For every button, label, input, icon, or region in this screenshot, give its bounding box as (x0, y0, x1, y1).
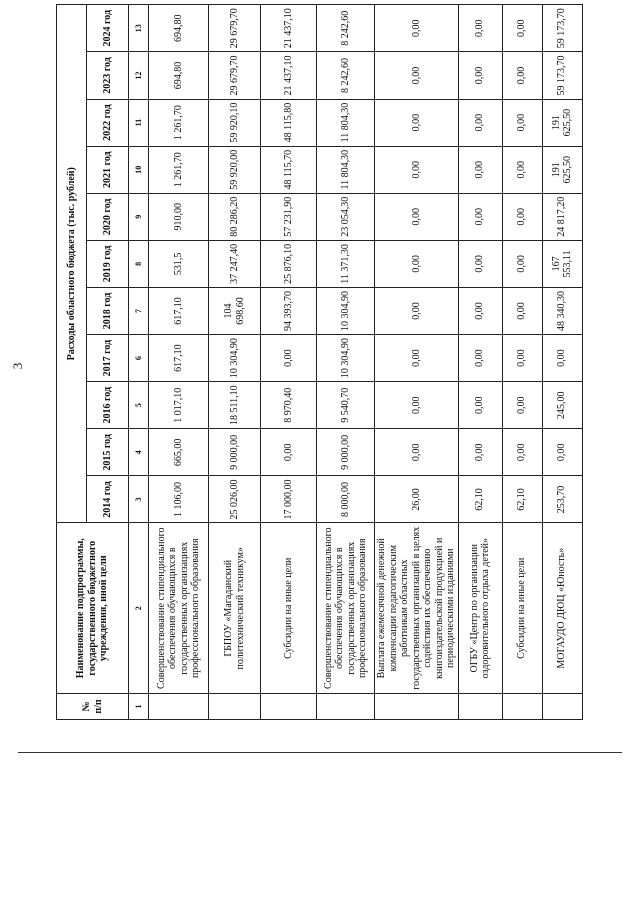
row-name: ОГБУ «Центр по организации оздоровительного отдыха детей» (458, 523, 502, 693)
value-cell: 17 000,00 (261, 476, 317, 523)
value-cell: 0,00 (458, 146, 502, 193)
value-cell: 0,00 (375, 146, 459, 193)
year-header: 2016 год (87, 382, 129, 429)
value-cell: 0,00 (502, 287, 542, 334)
value-cell: 0,00 (458, 99, 502, 146)
row-name: МОГАУДО ДЮЦ «Юность» (542, 523, 582, 693)
year-header: 2022 год (87, 99, 129, 146)
value-cell: 245,00 (542, 382, 582, 429)
row-number (542, 693, 582, 719)
table-row (209, 5, 261, 720)
value-cell: 1 017,10 (149, 382, 209, 429)
table-row (375, 5, 459, 720)
value-cell: 94 393,70 (261, 287, 317, 334)
year-header: 2020 год (87, 193, 129, 240)
value-cell: 0,00 (261, 429, 317, 476)
value-cell: 1 261,70 (149, 146, 209, 193)
value-cell: 8 970,40 (261, 382, 317, 429)
year-header: 2015 год (87, 429, 129, 476)
value-cell: 0,00 (375, 429, 459, 476)
table-body (149, 5, 583, 720)
value-cell: 0,00 (458, 382, 502, 429)
value-cell: 694,80 (149, 5, 209, 52)
column-number: 8 (129, 240, 149, 287)
value-cell: 26,00 (375, 476, 459, 523)
column-number: 2 (129, 523, 149, 693)
value-cell: 0,00 (261, 335, 317, 382)
value-cell: 21 437,10 (261, 5, 317, 52)
value-cell: 10 304,90 (317, 335, 375, 382)
row-name: Субсидии на иные цели (261, 523, 317, 693)
value-cell: 0,00 (502, 382, 542, 429)
value-cell: 253,70 (542, 476, 582, 523)
value-cell: 11 371,30 (317, 240, 375, 287)
year-header: 2018 год (87, 287, 129, 334)
value-cell: 191 625,50 (542, 146, 582, 193)
value-cell: 0,00 (502, 335, 542, 382)
value-cell: 0,00 (502, 146, 542, 193)
value-cell: 29 679,70 (209, 52, 261, 99)
row-number (317, 693, 375, 719)
value-cell: 57 231,90 (261, 193, 317, 240)
header-expenses: Расходы областного бюджета (тыс. рублей) (57, 5, 87, 524)
header-no: № п/п (57, 693, 129, 719)
value-cell: 37 247,40 (209, 240, 261, 287)
value-cell: 0,00 (502, 429, 542, 476)
table-row (261, 5, 317, 720)
value-cell: 0,00 (375, 193, 459, 240)
value-cell: 0,00 (375, 287, 459, 334)
value-cell: 10 304,90 (317, 287, 375, 334)
value-cell: 62,10 (502, 476, 542, 523)
value-cell: 8 242,60 (317, 52, 375, 99)
year-header: 2024 год (87, 5, 129, 52)
value-cell: 0,00 (502, 5, 542, 52)
column-number: 1 (129, 693, 149, 719)
column-number: 4 (129, 429, 149, 476)
value-cell: 8 000,00 (317, 476, 375, 523)
value-cell: 0,00 (458, 287, 502, 334)
budget-table (56, 4, 583, 720)
year-header: 2021 год (87, 146, 129, 193)
row-name: Выплата ежемесячной денежной компенсации педагогическим работникам областных государственных организаций в целях содействия их обеспечению книгоиздательской продукцией и периодическими изданиями (375, 523, 459, 693)
value-cell: 0,00 (458, 5, 502, 52)
value-cell: 0,00 (458, 240, 502, 287)
value-cell: 0,00 (502, 99, 542, 146)
value-cell: 11 804,30 (317, 99, 375, 146)
value-cell: 0,00 (502, 52, 542, 99)
value-cell: 0,00 (375, 382, 459, 429)
table-row (317, 5, 375, 720)
value-cell: 0,00 (458, 429, 502, 476)
row-number (149, 693, 209, 719)
value-cell: 25 026,00 (209, 476, 261, 523)
value-cell: 9 000,00 (209, 429, 261, 476)
column-number: 12 (129, 52, 149, 99)
value-cell: 29 679,70 (209, 5, 261, 52)
header-name: Наименование подпрограммы, государственного бюджетного учреждения, иной цели (57, 523, 129, 693)
value-cell: 0,00 (375, 335, 459, 382)
row-number (375, 693, 459, 719)
column-number: 11 (129, 99, 149, 146)
row-number (209, 693, 261, 719)
column-number: 3 (129, 476, 149, 523)
column-number: 6 (129, 335, 149, 382)
value-cell: 8 242,60 (317, 5, 375, 52)
value-cell: 0,00 (502, 240, 542, 287)
column-number: 13 (129, 5, 149, 52)
value-cell: 191 625,50 (542, 99, 582, 146)
value-cell: 25 876,10 (261, 240, 317, 287)
value-cell: 910,00 (149, 193, 209, 240)
value-cell: 48 115,70 (261, 146, 317, 193)
value-cell: 21 437,10 (261, 52, 317, 99)
value-cell: 531,5 (149, 240, 209, 287)
value-cell: 9 540,70 (317, 382, 375, 429)
value-cell: 0,00 (375, 5, 459, 52)
row-number (261, 693, 317, 719)
row-number (458, 693, 502, 719)
value-cell: 10 304,90 (209, 335, 261, 382)
value-cell: 9 000,00 (317, 429, 375, 476)
value-cell: 0,00 (458, 52, 502, 99)
column-number: 9 (129, 193, 149, 240)
value-cell: 62,10 (458, 476, 502, 523)
value-cell: 24 817,20 (542, 193, 582, 240)
value-cell: 59 920,10 (209, 99, 261, 146)
row-name: ГБПОУ «Магаданский политехнический техникум» (209, 523, 261, 693)
value-cell: 1 261,70 (149, 99, 209, 146)
value-cell: 0,00 (542, 335, 582, 382)
value-cell: 0,00 (375, 52, 459, 99)
year-header: 2023 год (87, 52, 129, 99)
value-cell: 617,10 (149, 335, 209, 382)
column-number-row (129, 5, 149, 720)
table-row (149, 5, 209, 720)
value-cell: 694,80 (149, 52, 209, 99)
value-cell: 48 115,80 (261, 99, 317, 146)
row-name: Совершенствование стипендиального обеспечения обучающихся в государственных организациях профессионального образования (149, 523, 209, 693)
value-cell: 167 553,11 (542, 240, 582, 287)
row-name: Совершенствование стипендиального обеспечения обучающихся в государственных организациях профессионального образования (317, 523, 375, 693)
value-cell: 23 054,30 (317, 193, 375, 240)
value-cell: 617,10 (149, 287, 209, 334)
value-cell: 0,00 (502, 193, 542, 240)
value-cell: 0,00 (542, 429, 582, 476)
value-cell: 48 340,30 (542, 287, 582, 334)
rotated-table-wrapper (56, 4, 576, 720)
value-cell: 59 173,70 (542, 52, 582, 99)
column-number: 7 (129, 287, 149, 334)
value-cell: 11 804,30 (317, 146, 375, 193)
value-cell: 80 286,20 (209, 193, 261, 240)
value-cell: 1 106,00 (149, 476, 209, 523)
value-cell: 0,00 (458, 193, 502, 240)
value-cell: 18 511,10 (209, 382, 261, 429)
value-cell: 665,00 (149, 429, 209, 476)
year-header: 2019 год (87, 240, 129, 287)
column-number: 5 (129, 382, 149, 429)
table-row (502, 5, 542, 720)
value-cell: 104 698,60 (209, 287, 261, 334)
value-cell: 0,00 (375, 99, 459, 146)
column-number: 10 (129, 146, 149, 193)
value-cell: 0,00 (375, 240, 459, 287)
table-row (542, 5, 582, 720)
year-header: 2017 год (87, 335, 129, 382)
page-number: 3 (10, 362, 25, 370)
row-name: Субсидии на иные цели (502, 523, 542, 693)
year-header: 2014 год (87, 476, 129, 523)
page-divider (18, 752, 622, 753)
value-cell: 59 920,00 (209, 146, 261, 193)
value-cell: 0,00 (458, 335, 502, 382)
table-row (458, 5, 502, 720)
row-number (502, 693, 542, 719)
value-cell: 59 173,70 (542, 5, 582, 52)
